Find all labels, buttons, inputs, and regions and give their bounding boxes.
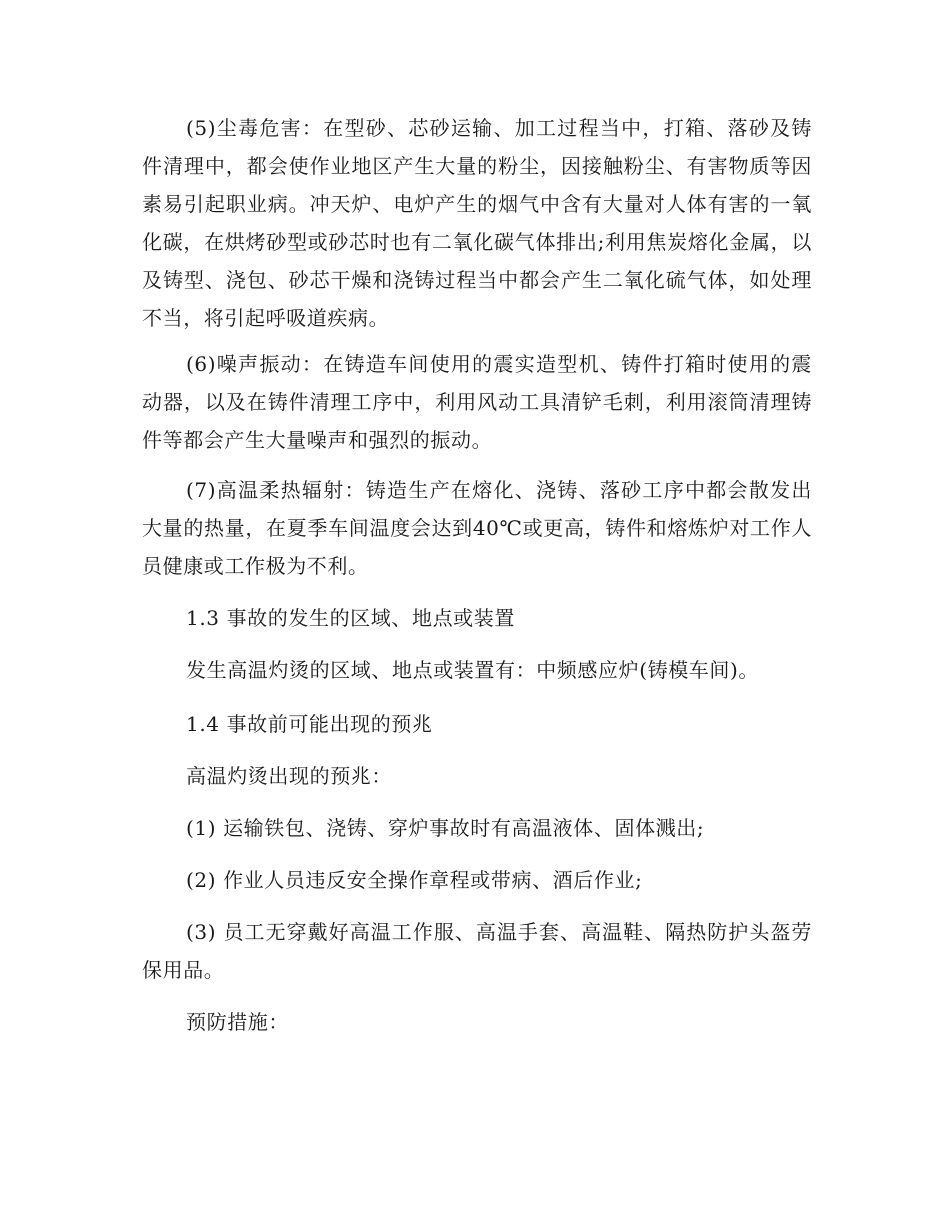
- paragraph-warning-signs-intro: [142, 757, 812, 795]
- list-item-text: (2) 作业人员违反安全操作章程或带病、酒后作业;: [186, 868, 643, 892]
- heading-text: 1.3 事故的发生的区域、地点或装置: [186, 606, 515, 630]
- paragraph-text: (5)尘毒危害：在型砂、芯砂运输、加工过程当中，打箱、落砂及铸件清理中，都会使作业地区产生大量的粉尘，因接触粉尘、有害物质等因素易引起职业病。冲天炉、电炉产生的烟气中含有大量对人体有害的一氧化碳，在烘烤砂型或砂芯时也有二氧化碳气体排出;利用焦炭熔化金属，以及铸型、浇包、砂芯干燥和浇铸过程当中都会产生二氧化硫气体，如处理不当，将引起呼吸道疾病。: [142, 116, 812, 330]
- list-item-1: [142, 809, 812, 847]
- paragraph-text: (6)噪声振动：在铸造车间使用的震实造型机、铸件打箱时使用的震动器，以及在铸件清理工序中，利用风动工具清铲毛刺，利用滚筒清理铸件等都会产生大量噪声和强烈的振动。: [142, 352, 812, 452]
- paragraph-accident-area: [142, 651, 812, 689]
- list-item-text: (3) 员工无穿戴好高温工作服、高温手套、高温鞋、隔热防护头盔劳保用品。: [142, 920, 812, 982]
- paragraph-text: 发生高温灼烫的区域、地点或装置有：中频感应炉(铸模车间)。: [186, 658, 760, 682]
- paragraph-text: 高温灼烫出现的预兆：: [186, 764, 392, 788]
- list-item-2: [142, 861, 812, 899]
- paragraph-preventive-measures: [142, 1003, 812, 1041]
- list-item-3: [142, 913, 812, 989]
- paragraph-noise-vibration: [142, 345, 812, 459]
- list-item-text: (1) 运输铁包、浇铸、穿炉事故时有高温液体、固体溅出;: [186, 816, 705, 840]
- paragraph-heat-radiation: [142, 471, 812, 585]
- heading-text: 1.4 事故前可能出现的预兆: [186, 712, 433, 736]
- section-heading-1-4: [142, 705, 812, 743]
- paragraph-text: (7)高温柔热辐射：铸造生产在熔化、浇铸、落砂工序中都会散发出大量的热量，在夏季车间温度会达到40℃或更高，铸件和熔炼炉对工作人员健康或工作极为不利。: [142, 478, 812, 578]
- paragraph-dust-hazard: [142, 109, 812, 337]
- paragraph-text: 预防措施：: [186, 1010, 289, 1034]
- section-heading-1-3: [142, 599, 812, 637]
